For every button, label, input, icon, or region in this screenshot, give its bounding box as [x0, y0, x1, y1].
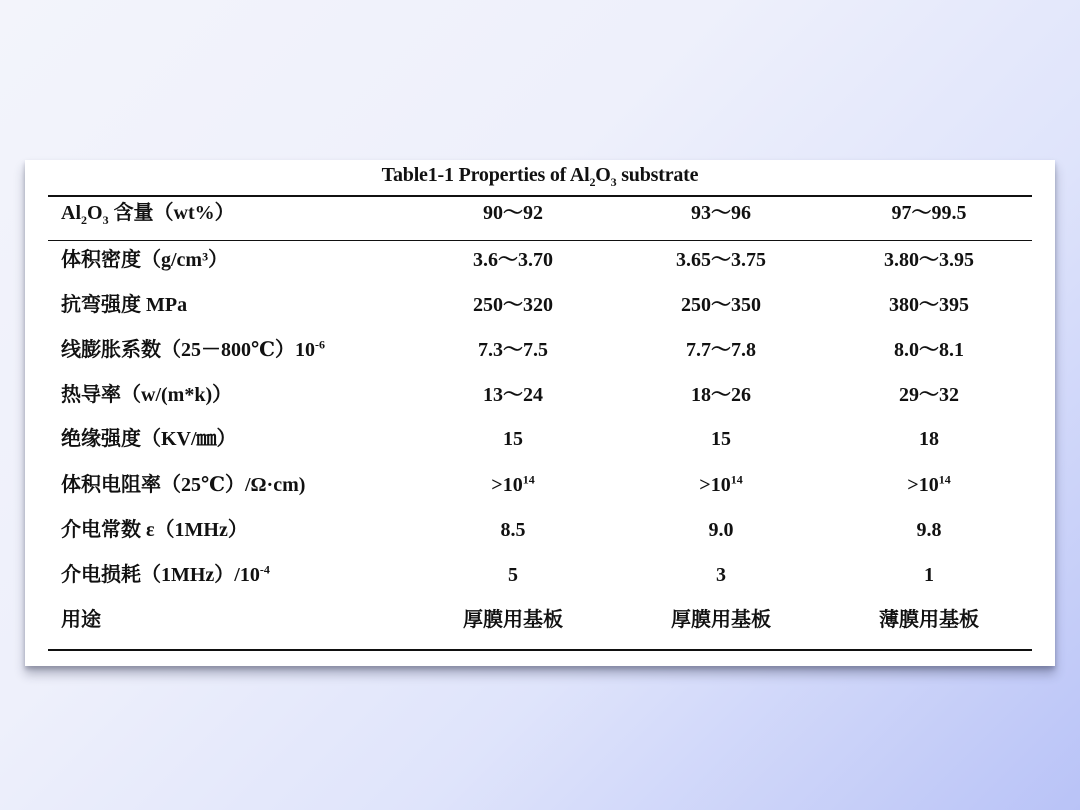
row-value: 29～32	[899, 384, 959, 406]
row-value: $>10^{14}$	[491, 472, 535, 496]
row-label: 用途	[61, 609, 101, 631]
header-value: 97～99.5	[891, 202, 967, 224]
row-value: 18	[919, 428, 939, 450]
table-row	[25, 380, 1055, 410]
row-value: 5	[508, 564, 518, 586]
row-label: 抗弯强度 MPa	[61, 294, 188, 316]
row-value: 250～350	[681, 294, 761, 316]
row-value: 厚膜用基板	[463, 609, 563, 631]
row-label: 介电常数 ε（1MHz）	[61, 519, 248, 541]
row-label: 热导率（w/(m*k)）	[61, 384, 233, 406]
row-value: 13～24	[483, 384, 543, 406]
table-header-row	[25, 198, 1055, 228]
row-value: 9.0	[708, 519, 734, 541]
table-top-rule	[48, 195, 1032, 197]
row-value: 8.0～8.1	[894, 339, 964, 361]
row-value: 3.80～3.95	[884, 249, 974, 271]
row-value: 250～320	[473, 294, 553, 316]
row-label: 绝缘强度（KV/㎜）	[61, 428, 237, 450]
table-row	[25, 560, 1055, 590]
table-header-rule	[48, 240, 1032, 241]
row-value: 3.65～3.75	[676, 249, 766, 271]
header-value: 90～92	[483, 202, 543, 224]
row-value: 3	[716, 564, 726, 586]
row-value: 薄膜用基板	[879, 609, 979, 631]
row-value: 18～26	[691, 384, 751, 406]
row-label: 体积电阻率（25℃）/Ω·cm)	[61, 474, 306, 496]
row-value: 9.8	[916, 519, 942, 541]
caption-text: substrate	[616, 164, 699, 186]
table-row	[25, 245, 1055, 275]
row-value: 380～395	[889, 294, 969, 316]
header-label: $Al_2O_3$ 含量（wt%）	[61, 202, 235, 227]
properties-table	[25, 160, 1055, 666]
row-value: 15	[503, 428, 523, 450]
row-value: 7.3～7.5	[478, 339, 548, 361]
row-label: 线膨胀系数$(25-800℃)10^{-6}$	[61, 337, 325, 361]
row-value: 厚膜用基板	[671, 609, 771, 631]
row-value: 8.5	[500, 519, 526, 541]
caption-text: O	[595, 164, 611, 186]
row-value: 7.7～7.8	[686, 339, 756, 361]
table-row	[25, 335, 1055, 365]
row-value: 15	[711, 428, 731, 450]
caption-subscript: 2	[589, 175, 596, 189]
table-row	[25, 290, 1055, 320]
header-value: 93～96	[691, 202, 751, 224]
table-row	[25, 470, 1055, 500]
table-row	[25, 515, 1055, 545]
table-caption	[25, 164, 1055, 187]
caption-subscript: 3	[610, 175, 617, 189]
row-value: $>10^{14}$	[699, 472, 743, 496]
table-row	[25, 605, 1055, 635]
row-value: 3.6～3.70	[473, 249, 553, 271]
table-bottom-rule	[48, 649, 1032, 651]
row-label: 体积密度（g/cm³）	[61, 249, 229, 271]
table-row	[25, 424, 1055, 454]
row-value: 1	[924, 564, 934, 586]
caption-text: Table1-1 Properties of Al	[381, 164, 590, 186]
row-label: 介电损耗$(1MHz)/10^{-4}$	[61, 562, 270, 586]
row-value: $>10^{14}$	[907, 472, 951, 496]
